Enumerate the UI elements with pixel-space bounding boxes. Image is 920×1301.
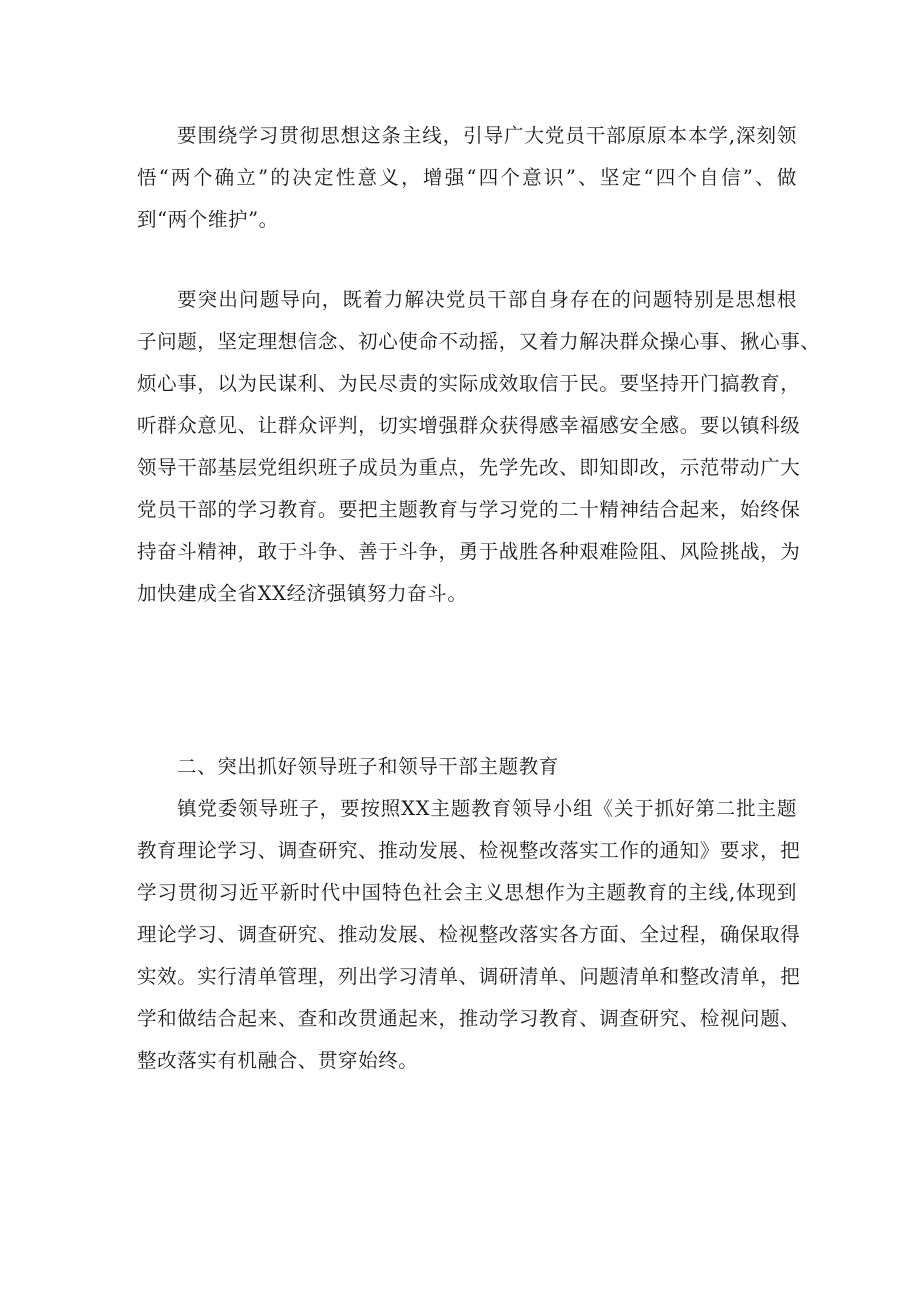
paragraph-line: 党员干部的学习教育。要把主题教育与学习党的二十精神结合起来，始终保 [137, 498, 801, 521]
paragraph-line: 学和做结合起来、查和改贯通起来，推动学习教育、调查研究、检视问题、 [137, 1007, 801, 1030]
paragraph-problem-orientation [137, 279, 821, 615]
paragraph-line: 悟“两个确立”的决定性意义，增强“四个意识”、坚定“四个自信”、做 [137, 166, 797, 189]
paragraph-line: 烦心事，以为民谋利、为民尽责的实际成效取信于民。要坚持开门搞教育， [137, 372, 801, 395]
paragraph-line: 理论学习、调查研究、推动发展、检视整改落实各方面、全过程，确保取得 [137, 923, 801, 946]
paragraph-line: 加快建成全省XX经济强镇努力奋斗。 [137, 582, 468, 605]
section-heading: 二、突出抓好领导班子和领导干部主题教育 [177, 755, 559, 778]
paragraph-line: 镇党委领导班子，要按照XX主题教育领导小组《关于抓好第二批主题 [177, 797, 797, 820]
paragraph-line: 到“两个维护”。 [137, 208, 279, 231]
paragraph-line: 学习贯彻习近平新时代中国特色社会主义思想作为主题教育的主线,体现到 [137, 881, 797, 904]
paragraph-leadership-education [137, 788, 801, 1082]
paragraph-line: 听群众意见、让群众评判，切实增强群众获得感幸福感安全感。要以镇科级 [137, 414, 801, 437]
paragraph-line: 要突出问题导向，既着力解决党员干部自身存在的问题特别是思想根 [177, 288, 797, 311]
paragraph-line: 实效。实行清单管理，列出学习清单、调研清单、问题清单和整改清单，把 [137, 965, 801, 988]
paragraph-line: 教育理论学习、调查研究、推动发展、检视整改落实工作的通知》要求，把 [137, 839, 801, 862]
paragraph-line: 领导干部基层党组织班子成员为重点，先学先改、即知即改，示范带动广大 [137, 456, 801, 479]
paragraph-study-mainline [137, 115, 797, 241]
paragraph-line: 持奋斗精神，敢于斗争、善于斗争，勇于战胜各种艰难险阻、风险挑战，为 [137, 540, 801, 563]
paragraph-line: 子问题，坚定理想信念、初心使命不动摇，又着力解决群众操心事、揪心事、 [137, 330, 821, 353]
paragraph-line: 要围绕学习贯彻思想这条主线，引导广大党员干部原原本本学,深刻领 [177, 124, 797, 147]
paragraph-line: 整改落实有机融合、贯穿始终。 [137, 1049, 419, 1072]
